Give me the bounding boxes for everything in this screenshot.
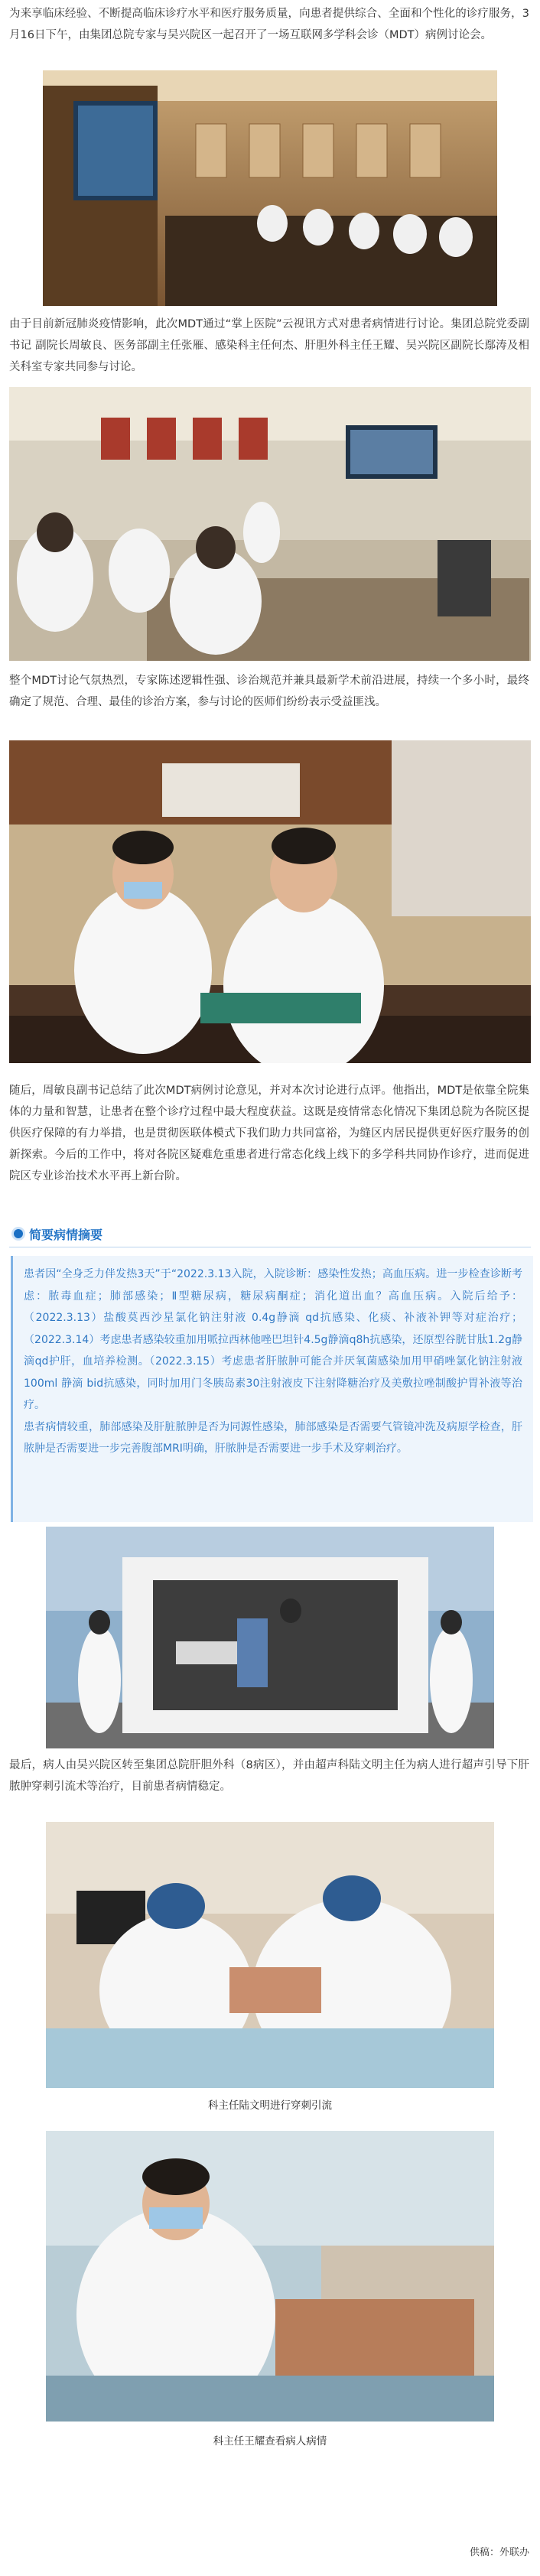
photo-doctors-at-table (9, 740, 531, 1063)
photo-meeting-room-screen (43, 70, 497, 306)
case-summary-heading-text: 简要病情摘要 (29, 1227, 103, 1242)
photo-checking-patient (46, 2131, 494, 2422)
case-summary-box (11, 1256, 533, 1522)
discussion-paragraph: 整个MDT讨论气氛热烈，专家陈述逻辑性强、诊治规范并兼具最新学术前沿进展，持续一个多小时，最终确定了规范、合理、最佳的诊治方案，参与讨论的医师们纷纷表示受益匪浅。 (9, 675, 529, 708)
case-summary-questions: 患者病情较重，肺部感染及肝脏脓肿是否为同源性感染，肺部感染是否需要气管镜冲洗及病原学检查，肝脓肿是否需要进一步完善腹部MRI明确，肝脓肿是否需要进一步手术及穿刺治疗。 (24, 1420, 522, 1455)
case-summary-text: 患者因“全身乏力伴发热3天”于“2022.3.13入院，入院诊断：感染性发热；高血压病。进一步检查诊断考虑：脓毒血症；肺部感染；Ⅱ型糖尿病，糖尿病酮症；消化道出血？高血压病。入院后给予：（2022.3.13）盐酸莫西沙星氯化钠注射液 0.4g静滴 qd抗感染、化痰、补液补钾等对症治疗；（2022.3.14）考虑患者感染较重加用哌拉西林他唑巴坦针4.5g静滴q8h抗感染，还原型谷胱甘肽1.2g静滴qd护肝，血培养检测。（2022.3.15）考虑患者肝脓肿可能合并厌氧菌感染加用甲硝唑氯化钠注射液100ml 静滴 bid抗感染，同时加用门冬胰岛素30注射液皮下注射降糖治疗及美敷拉唑制酸护胃补液等治疗。 (24, 1268, 522, 1411)
mdt-method-paragraph: 由于目前新冠肺炎疫情影响，此次MDT通过“掌上医院”云视讯方式对患者病情进行讨论。集团总院党委副书记 副院长周敏良、医务部副主任张雁、感染科主任何杰、肝胆外科主任王耀、吴兴院区副院长鄢涛及相关科室专家共同参与讨论。 (9, 318, 529, 373)
transfer-paragraph: 最后，病人由吴兴院区转至集团总院肝胆外科（8病区），并由超声科陆文明主任为病人进行超声引导下肝脓肿穿刺引流术等治疗，目前患者病情稳定。 (9, 1759, 529, 1793)
intro-paragraph: 为来享临床经验、不断提高临床诊疗水平和医疗服务质量，向患者提供综合、全面和个性化的诊疗服务，3月16日下午，由集团总院专家与吴兴院区一起召开了一场互联网多学科会诊（MDT）病例讨论会。 (9, 8, 529, 41)
bullet-dot-icon (14, 1229, 23, 1238)
photo-video-conference (9, 387, 531, 661)
caption-puncture-drainage: 科主任陆文明进行穿刺引流 (208, 2100, 332, 2112)
summary-paragraph: 随后，周敏良副书记总结了此次MDT病例讨论意见，并对本次讨论进行点评。他指出，MDT是依靠全院集体的力量和智慧，让患者在整个诊疗过程中最大程度获益。这既是疫情常态化情况下集团总院为各院区提供医疗保障的有力举措，也是贯彻医联体模式下我们助力共同富裕，为缝区内居民提供更好医疗服务的创新探索。今后的工作中，将对各院区疑难危重患者进行常态化线上线下的多学科共同协作诊疗，进而促进院区专业诊治技术水平再上新台阶。 (9, 1085, 529, 1182)
photo-ambulance-transfer (46, 1527, 494, 1748)
case-summary-heading (14, 1222, 243, 1245)
photo-puncture-drainage (46, 1822, 494, 2088)
caption-checking-patient: 科主任王耀查看病人病情 (213, 2435, 327, 2448)
article-source-credit: 供稿：外联办 (469, 2547, 529, 2558)
